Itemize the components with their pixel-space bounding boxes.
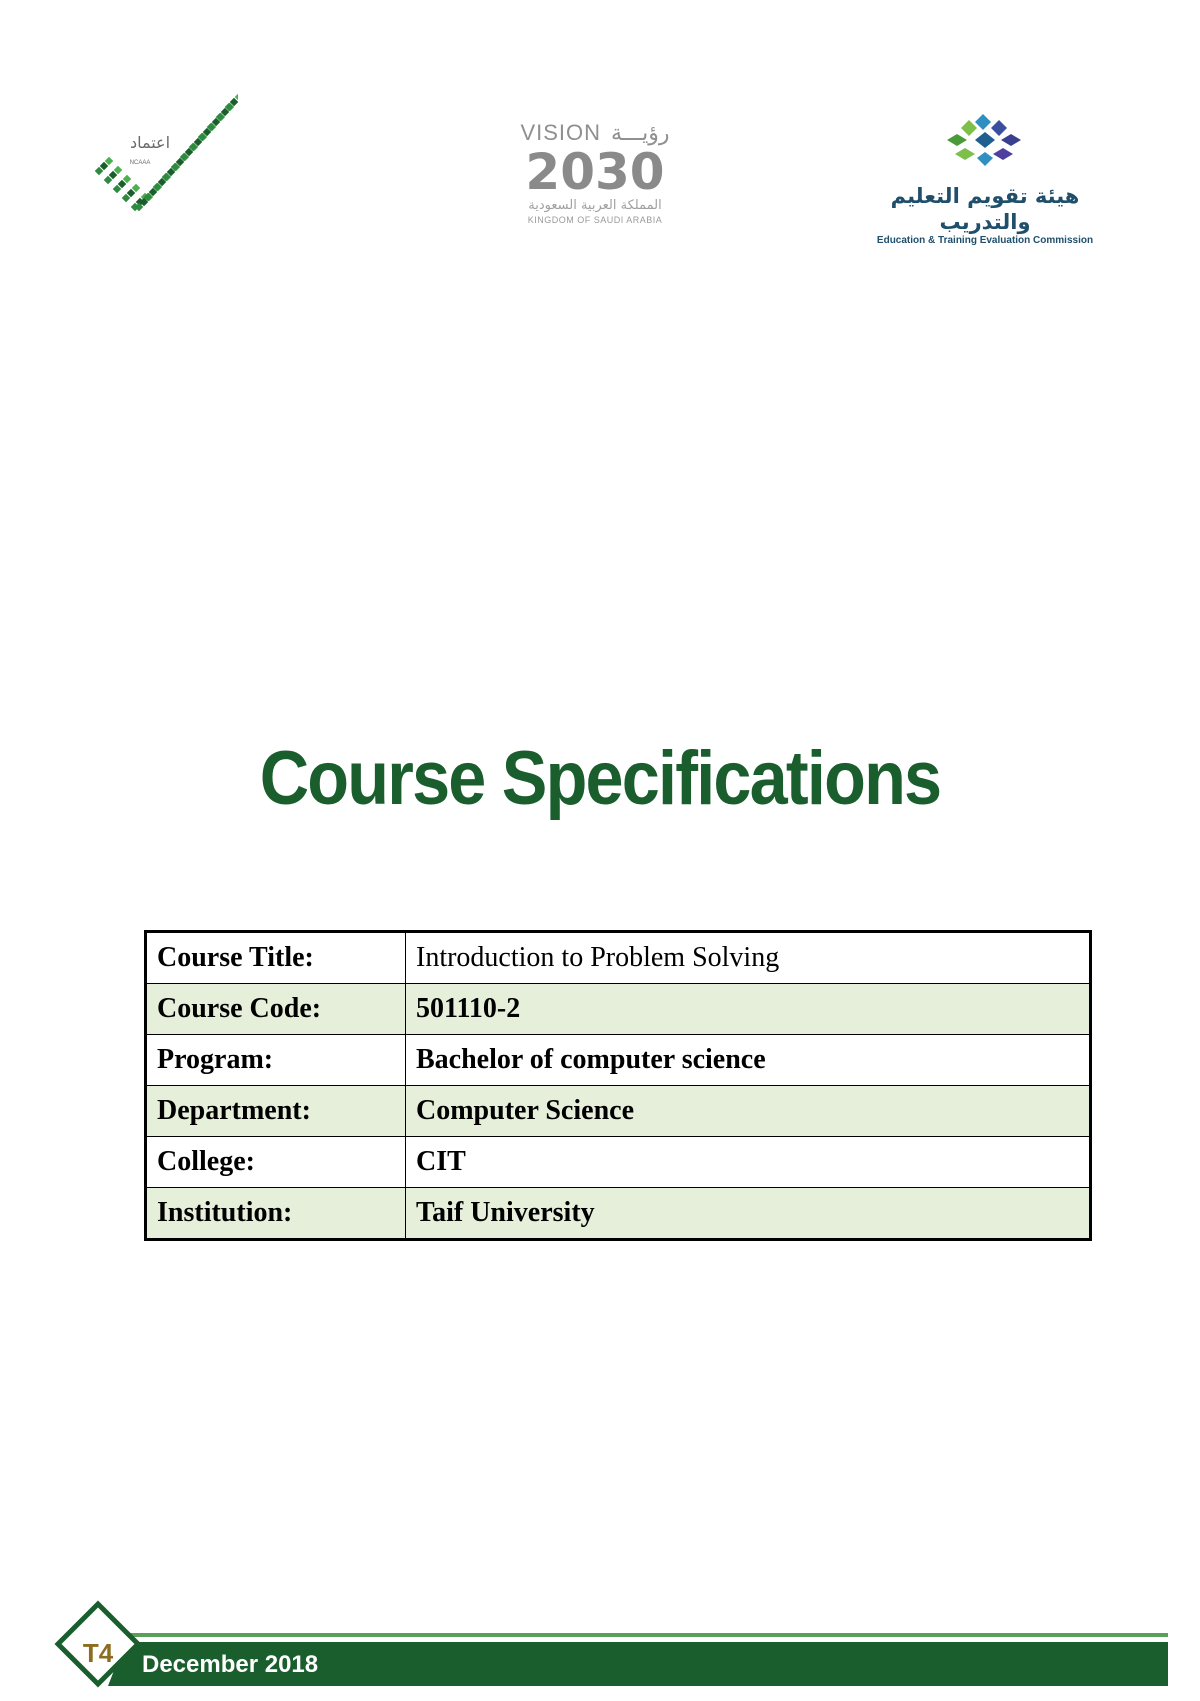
template-badge: T4: [82, 1638, 114, 1668]
row-label: Course Title:: [146, 932, 406, 984]
vision-label-ar: رؤيـــة: [611, 120, 670, 145]
table-row: [146, 1086, 1091, 1137]
table-row: [146, 984, 1091, 1035]
ncaaa-arabic: اعتماد: [129, 133, 171, 152]
page-title: Course Specifications: [259, 736, 941, 821]
checkmark-icon: [88, 90, 238, 230]
row-value: Computer Science: [406, 1086, 1091, 1137]
ncaaa-english: NCAAA: [129, 160, 151, 166]
table-row: [146, 1188, 1091, 1240]
row-value: 501110-2: [406, 984, 1091, 1035]
vision-kingdom-en: KINGDOM OF SAUDI ARABIA: [527, 215, 663, 225]
row-label: College:: [146, 1137, 406, 1188]
etec-english-name: Education & Training Evaluation Commission: [876, 235, 1094, 246]
footer-band: [0, 1600, 1200, 1696]
vision-2030-logo: [515, 120, 675, 232]
table-row: [146, 1035, 1091, 1086]
table-row: [146, 1137, 1091, 1188]
table-row: [146, 932, 1091, 984]
vision-year: 2030: [525, 143, 665, 201]
course-info-table: [144, 930, 1092, 1241]
vision-label-en: VISION: [520, 120, 602, 145]
row-label: Institution:: [146, 1188, 406, 1240]
row-value: Introduction to Problem Solving: [406, 932, 1091, 984]
page-footer: [0, 1600, 1200, 1696]
footer-date: December 2018: [142, 1651, 319, 1678]
vision-kingdom-ar: المملكة العربية السعودية: [528, 198, 662, 213]
ncaaa-logo: [88, 90, 238, 230]
leaf-emblem-icon: [935, 112, 1035, 174]
row-label: Course Code:: [146, 984, 406, 1035]
etec-arabic-name: هيئة تقويم التعليم والتدريب: [890, 184, 1080, 234]
row-label: Department:: [146, 1086, 406, 1137]
row-value: CIT: [406, 1137, 1091, 1188]
row-value: Taif University: [406, 1188, 1091, 1240]
row-label: Program:: [146, 1035, 406, 1086]
etec-logo: [865, 112, 1105, 246]
row-value: Bachelor of computer science: [406, 1035, 1091, 1086]
